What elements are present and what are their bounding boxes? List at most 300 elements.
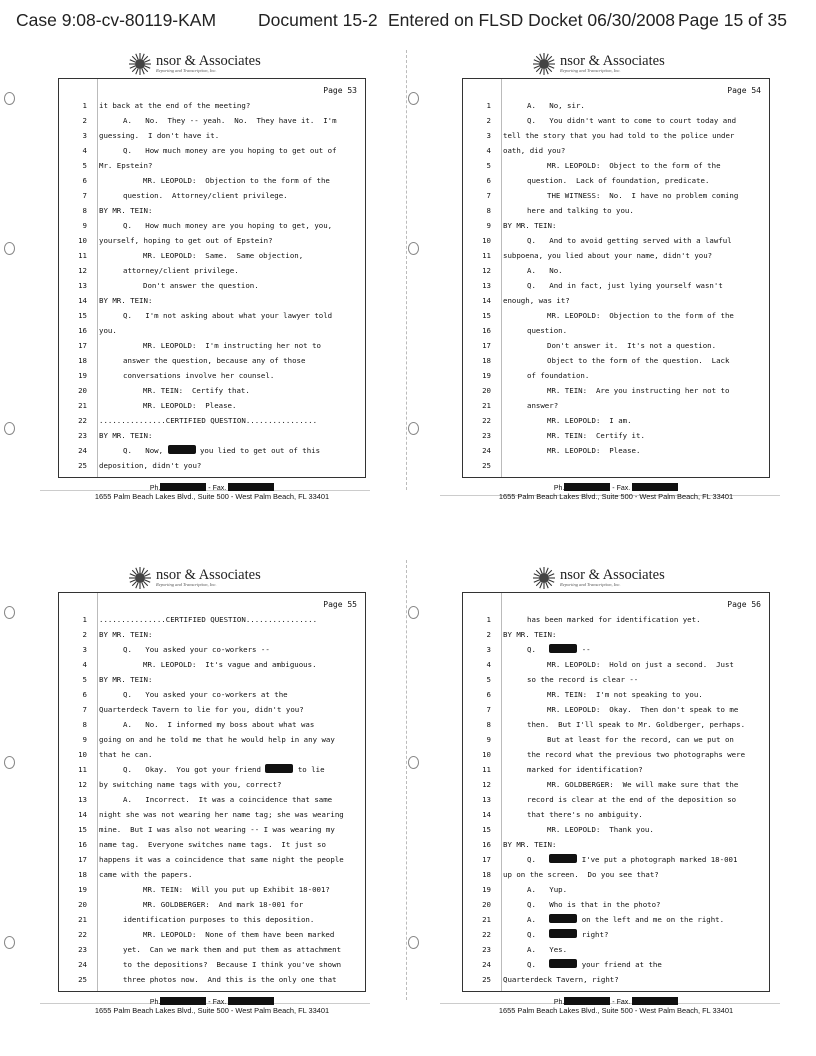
transcript-line: [59, 958, 367, 972]
line-text-part: subpoena, you lied about your name, didn't you?: [503, 251, 713, 260]
transcript-line: [463, 643, 771, 657]
line-text: [547, 159, 721, 173]
line-text-part: then. But I'll speak to Mr. Goldberger, perhaps.: [527, 720, 746, 729]
line-text: [547, 354, 729, 368]
footer-contact: [58, 997, 366, 1006]
line-text-part: MR. LEOPOLD: It's vague and ambiguous.: [143, 660, 317, 669]
line-text: [99, 129, 219, 143]
line-number: 18: [482, 870, 491, 879]
line-text-part: record is clear at the end of the deposition so: [527, 795, 737, 804]
transcript-line: [59, 778, 367, 792]
line-text-part: MR. LEOPOLD: Same. Same objection,: [143, 251, 304, 260]
line-text: [143, 384, 250, 398]
line-number: 7: [486, 705, 491, 714]
line-number: 11: [482, 765, 491, 774]
transcript-line: [463, 748, 771, 762]
logo-subtitle: Reporting and Transcription, Inc.: [560, 582, 621, 587]
line-number: 10: [78, 236, 87, 245]
line-text-part: you lied to get out of this: [195, 446, 321, 455]
line-text: [527, 808, 643, 822]
binder-hole: [408, 422, 419, 435]
transcript-page: [432, 560, 770, 1028]
line-text: [527, 234, 732, 248]
line-text: [547, 778, 738, 792]
line-number: 20: [78, 900, 87, 909]
line-number: 19: [78, 885, 87, 894]
line-text-part: of foundation.: [527, 371, 590, 380]
transcript-page: [28, 46, 366, 514]
transcript-line: [59, 324, 367, 338]
transcript-line: [463, 384, 771, 398]
logo-emblem: [532, 52, 556, 76]
line-number: 15: [78, 311, 87, 320]
line-text-part: BY MR. TEIN:: [99, 431, 153, 440]
line-text: [503, 838, 556, 852]
line-text: [99, 613, 317, 627]
transcript-line: [59, 808, 367, 822]
line-text: [527, 399, 558, 413]
logo-name: nsor & Associates: [156, 567, 261, 583]
line-number: 3: [486, 131, 491, 140]
reporter-logo: [128, 566, 318, 590]
line-text-part: Q. And in fact, just lying yourself wasn't: [527, 281, 723, 290]
line-text-part: MR. LEOPOLD: Hold on just a second. Just: [547, 660, 734, 669]
line-text-part: A. Incorrect. It was a coincidence that same: [123, 795, 333, 804]
binder-hole: [4, 756, 15, 769]
line-text: [503, 868, 659, 882]
line-number: 12: [78, 266, 87, 275]
line-number: 12: [482, 780, 491, 789]
line-number: 21: [78, 915, 87, 924]
sunburst-emblem-icon: [128, 52, 152, 76]
transcript-line: [59, 688, 367, 702]
line-text-part: Q. Who is that in the photo?: [527, 900, 661, 909]
line-number: 23: [482, 945, 491, 954]
line-text: [503, 628, 556, 642]
line-text: [123, 309, 332, 323]
footer-fax-label: - Fax.: [206, 999, 229, 1006]
line-text-part: identification purposes to this deposition.: [123, 915, 315, 924]
line-number: 9: [486, 221, 491, 230]
transcript-line: [463, 444, 771, 458]
transcript-line: [463, 144, 771, 158]
line-number: 3: [82, 131, 87, 140]
transcript-line: [59, 748, 367, 762]
line-text: [123, 943, 341, 957]
line-number: 6: [82, 690, 87, 699]
line-number: 15: [78, 825, 87, 834]
line-text: [503, 219, 556, 233]
transcript-line: [463, 898, 771, 912]
line-text: [547, 733, 734, 747]
line-text-part: Quarterdeck Tavern, right?: [503, 975, 619, 984]
transcript-frame: [58, 78, 366, 478]
line-text-part: name tag. Everyone switches name tags. It just so: [99, 840, 326, 849]
transcript-line: [463, 778, 771, 792]
transcript-line: [59, 204, 367, 218]
line-text: [527, 279, 723, 293]
logo-name: nsor & Associates: [560, 567, 665, 583]
line-number: 12: [482, 266, 491, 275]
redaction-block: [632, 483, 678, 491]
line-number: 13: [78, 795, 87, 804]
transcript-line: [59, 369, 367, 383]
line-number: 18: [78, 356, 87, 365]
line-text-part: going on and he told me that he would help in any way: [99, 735, 335, 744]
docket-header: [0, 10, 816, 34]
page-divider: [406, 560, 407, 1000]
line-text-part: MR. LEOPOLD: Okay. Then don't speak to me: [547, 705, 739, 714]
line-number: 25: [482, 461, 491, 470]
binder-hole: [4, 606, 15, 619]
line-text: [547, 414, 632, 428]
line-text: [99, 429, 152, 443]
line-number: 25: [482, 975, 491, 984]
line-number: 17: [482, 341, 491, 350]
transcript-line: [463, 913, 771, 927]
line-text-part: the record what the previous two photographs were: [527, 750, 746, 759]
line-text-part: right?: [577, 930, 609, 939]
line-text-part: BY MR. TEIN:: [503, 840, 557, 849]
line-text-part: A. No.: [527, 266, 563, 275]
transcript-line: [463, 429, 771, 443]
line-text: [143, 883, 330, 897]
logo-emblem: [532, 566, 556, 590]
line-text-part: Q. How much money are you hoping to get out of: [123, 146, 337, 155]
transcript-line: [463, 823, 771, 837]
line-text: [99, 748, 152, 762]
line-text: [527, 174, 709, 188]
transcript-line: [59, 913, 367, 927]
footer-fax-label: - Fax.: [610, 485, 633, 492]
line-text: [527, 748, 745, 762]
transcript-page: [28, 560, 366, 1028]
line-text: [527, 718, 745, 732]
transcript-line: [59, 294, 367, 308]
transcript-line: [463, 943, 771, 957]
line-number: 10: [78, 750, 87, 759]
line-number: 14: [482, 296, 491, 305]
line-text-part: here and talking to you.: [527, 206, 634, 215]
line-text: [143, 339, 321, 353]
line-number: 23: [482, 431, 491, 440]
transcript-line: [59, 234, 367, 248]
redaction-block: [549, 644, 577, 653]
line-text: [99, 853, 344, 867]
line-number: 18: [482, 356, 491, 365]
line-text-part: Q.: [527, 645, 550, 654]
line-text: [99, 808, 344, 822]
line-text-part: MR. TEIN: Will you put up Exhibit 18-001?: [143, 885, 330, 894]
transcript-line: [59, 129, 367, 143]
line-text-part: Don't answer the question.: [143, 281, 259, 290]
transcript-line: [463, 613, 771, 627]
line-text: [99, 838, 326, 852]
line-text: [547, 658, 734, 672]
redaction-block: [564, 997, 610, 1005]
line-text-part: ...............CERTIFIED QUESTION................: [99, 615, 318, 624]
redaction-block: [160, 997, 206, 1005]
transcript-line: [463, 673, 771, 687]
redaction-block: [549, 929, 577, 938]
line-text-part: MR. LEOPOLD: I'm instructing her not to: [143, 341, 321, 350]
line-text-part: Object to the form of the question. Lack: [547, 356, 730, 365]
reporter-logo: [532, 566, 722, 590]
transcript-line: [463, 159, 771, 173]
line-text-part: your friend at the: [577, 960, 662, 969]
line-text-part: up on the screen. Do you see that?: [503, 870, 659, 879]
line-text-part: BY MR. TEIN:: [99, 206, 153, 215]
line-number: 11: [482, 251, 491, 260]
line-text: [99, 459, 201, 473]
line-number: 16: [78, 326, 87, 335]
line-number: 17: [482, 855, 491, 864]
transcript-line: [59, 99, 367, 113]
line-text: [99, 733, 335, 747]
transcript-line: [59, 718, 367, 732]
transcript-line: [463, 294, 771, 308]
transcript-line: [463, 309, 771, 323]
line-text: [527, 369, 589, 383]
footer-contact: [462, 483, 770, 492]
transcript-line: [59, 643, 367, 657]
line-number: 6: [486, 690, 491, 699]
line-text: [123, 643, 270, 657]
binder-hole: [408, 936, 419, 949]
line-text: [527, 943, 567, 957]
footer-fax-label: - Fax.: [610, 999, 633, 1006]
redaction-block: [160, 483, 206, 491]
transcript-line: [463, 793, 771, 807]
line-text-part: marked for identification?: [527, 765, 643, 774]
line-text: [99, 778, 281, 792]
line-number: 13: [482, 795, 491, 804]
line-text-part: MR. LEOPOLD: Object to the form of the: [547, 161, 721, 170]
line-text: [99, 868, 192, 882]
transcript-line: [59, 838, 367, 852]
transcript-line: [463, 853, 771, 867]
line-number: 14: [482, 810, 491, 819]
line-text-part: tell the story that you had told to the police under: [503, 131, 735, 140]
transcript-frame: [58, 592, 366, 992]
line-text-part: guessing. I don't have it.: [99, 131, 220, 140]
transcript-line: [463, 339, 771, 353]
line-text-part: MR. GOLDBERGER: And mark 18-001 for: [143, 900, 304, 909]
line-number: 19: [482, 371, 491, 380]
line-text: [503, 129, 734, 143]
line-text: [99, 159, 152, 173]
line-text-part: Q. I'm not asking about what your lawyer told: [123, 311, 333, 320]
transcript-line: [59, 264, 367, 278]
transcript-line: [463, 264, 771, 278]
line-number: 20: [482, 900, 491, 909]
line-number: 8: [82, 206, 87, 215]
line-text: [547, 823, 654, 837]
line-text: [143, 928, 334, 942]
line-text: [123, 189, 288, 203]
line-number: 8: [82, 720, 87, 729]
line-number: 14: [78, 810, 87, 819]
footer-address: 1655 Palm Beach Lakes Blvd., Suite 500 - West Palm Beach, FL 33401: [94, 492, 330, 501]
line-text-part: Q. How much money are you hoping to get, you,: [123, 221, 333, 230]
transcript-line: [463, 129, 771, 143]
transcript-line: [59, 763, 367, 777]
page-divider: [406, 50, 407, 490]
line-number: 10: [482, 236, 491, 245]
transcript-line: [463, 399, 771, 413]
line-number: 9: [82, 735, 87, 744]
line-text: [527, 763, 643, 777]
line-number: 2: [82, 116, 87, 125]
line-text-part: A. Yes.: [527, 945, 568, 954]
line-text: [547, 444, 640, 458]
line-text-part: yet. Can we mark them and put them as attachment: [123, 945, 342, 954]
transcript-line: [59, 384, 367, 398]
transcript-line: [463, 189, 771, 203]
transcript-line: [463, 459, 771, 473]
transcript-line: [463, 733, 771, 747]
line-text: [547, 309, 734, 323]
line-number: 4: [82, 146, 87, 155]
line-number: 22: [78, 930, 87, 939]
line-text: [123, 763, 325, 777]
redaction-block: [228, 483, 274, 491]
line-number: 10: [482, 750, 491, 759]
line-number: 3: [486, 645, 491, 654]
transcript-line: [59, 793, 367, 807]
line-text: [99, 414, 317, 428]
line-text-part: Q. Okay. You got your friend: [123, 765, 266, 774]
line-text-part: ...............CERTIFIED QUESTION................: [99, 416, 318, 425]
line-text: [527, 114, 736, 128]
transcript-line: [59, 853, 367, 867]
transcript-line: [463, 99, 771, 113]
line-text-part: Mr. Epstein?: [99, 161, 153, 170]
redaction-block: [265, 764, 293, 773]
line-text-part: oath, did you?: [503, 146, 566, 155]
case-number: Case 9:08-cv-80119-KAM: [16, 10, 217, 30]
line-number: 12: [78, 780, 87, 789]
line-number: 1: [82, 615, 87, 624]
line-text-part: deposition, didn't you?: [99, 461, 202, 470]
line-number: 7: [82, 705, 87, 714]
docket-entry: Entered on FLSD Docket 06/30/2008: [388, 10, 675, 30]
line-number: 4: [486, 660, 491, 669]
footer-phone-label: Ph.: [553, 485, 565, 492]
line-text-part: MR. LEOPOLD: Objection to the form of the: [143, 176, 330, 185]
line-number: 16: [482, 326, 491, 335]
line-text-part: A. Yup.: [527, 885, 568, 894]
line-number: 11: [78, 765, 87, 774]
transcript-line: [59, 159, 367, 173]
redaction-block: [632, 997, 678, 1005]
line-text: [527, 913, 724, 927]
transcript-line: [59, 658, 367, 672]
line-text-part: MR. TEIN: Certify it.: [547, 431, 645, 440]
transcript-line: [463, 249, 771, 263]
line-number: 11: [78, 251, 87, 260]
line-text-part: question. Lack of foundation, predicate.: [527, 176, 710, 185]
line-text: [527, 324, 567, 338]
line-text-part: answer?: [527, 401, 559, 410]
line-text-part: THE WITNESS: No. I have no problem coming: [547, 191, 739, 200]
line-number: 8: [486, 206, 491, 215]
line-text-part: has been marked for identification yet.: [527, 615, 701, 624]
line-text-part: A. No. I informed my boss about what was: [123, 720, 315, 729]
line-number: 16: [482, 840, 491, 849]
line-text-part: that there's no ambiguity.: [527, 810, 643, 819]
line-text: [123, 718, 314, 732]
line-number: 19: [78, 371, 87, 380]
line-text: [99, 204, 152, 218]
line-number: 20: [78, 386, 87, 395]
footer-fax-label: - Fax.: [206, 485, 229, 492]
transcript-line: [59, 613, 367, 627]
line-number: 6: [82, 176, 87, 185]
line-text: [503, 973, 619, 987]
transcript-line: [59, 628, 367, 642]
line-number: 13: [482, 281, 491, 290]
line-text-part: Q. You didn't want to come to court today and: [527, 116, 737, 125]
line-number: 23: [78, 945, 87, 954]
line-text: [123, 114, 337, 128]
line-text: [547, 339, 716, 353]
line-text-part: BY MR. TEIN:: [99, 296, 153, 305]
footer-contact: [58, 483, 366, 492]
line-text: [503, 249, 712, 263]
line-number: 5: [82, 675, 87, 684]
footer-address: 1655 Palm Beach Lakes Blvd., Suite 500 - West Palm Beach, FL 33401: [498, 1006, 734, 1015]
line-text: [143, 399, 236, 413]
transcript-line: [59, 673, 367, 687]
line-text-part: MR. TEIN: I'm not speaking to you.: [547, 690, 703, 699]
line-text: [547, 189, 738, 203]
transcript-line: [59, 943, 367, 957]
binder-hole: [408, 242, 419, 255]
binder-hole: [408, 756, 419, 769]
transcript-frame: [462, 592, 770, 992]
line-number: 17: [78, 341, 87, 350]
line-text: [503, 294, 570, 308]
line-number: 20: [482, 386, 491, 395]
transcript-line: [59, 309, 367, 323]
line-text-part: to the depositions? Because I think you've shown: [123, 960, 342, 969]
transcript-line: [463, 928, 771, 942]
line-text-part: MR. LEOPOLD: Thank you.: [547, 825, 654, 834]
line-text: [123, 264, 239, 278]
line-number: 14: [78, 296, 87, 305]
line-number: 19: [482, 885, 491, 894]
line-number: 2: [82, 630, 87, 639]
line-number: 17: [78, 855, 87, 864]
docket-page: Page 15 of 35: [678, 10, 787, 30]
sunburst-emblem-icon: [532, 566, 556, 590]
line-text: [99, 324, 117, 338]
line-text-part: Q. You asked your co-workers at the: [123, 690, 288, 699]
line-text-part: mine. But I was also not wearing -- I was wearing my: [99, 825, 335, 834]
line-number: 25: [78, 975, 87, 984]
line-text-part: three photos now. And this is the only one that: [123, 975, 337, 984]
reporter-logo: [128, 52, 318, 76]
transcript-line: [59, 174, 367, 188]
transcript-line: [463, 658, 771, 672]
transcript-line: [59, 279, 367, 293]
line-text-part: question.: [527, 326, 568, 335]
line-text-part: it back at the end of the meeting?: [99, 101, 251, 110]
transcript-line: [59, 249, 367, 263]
line-text: [143, 658, 317, 672]
transcript-line: [59, 219, 367, 233]
